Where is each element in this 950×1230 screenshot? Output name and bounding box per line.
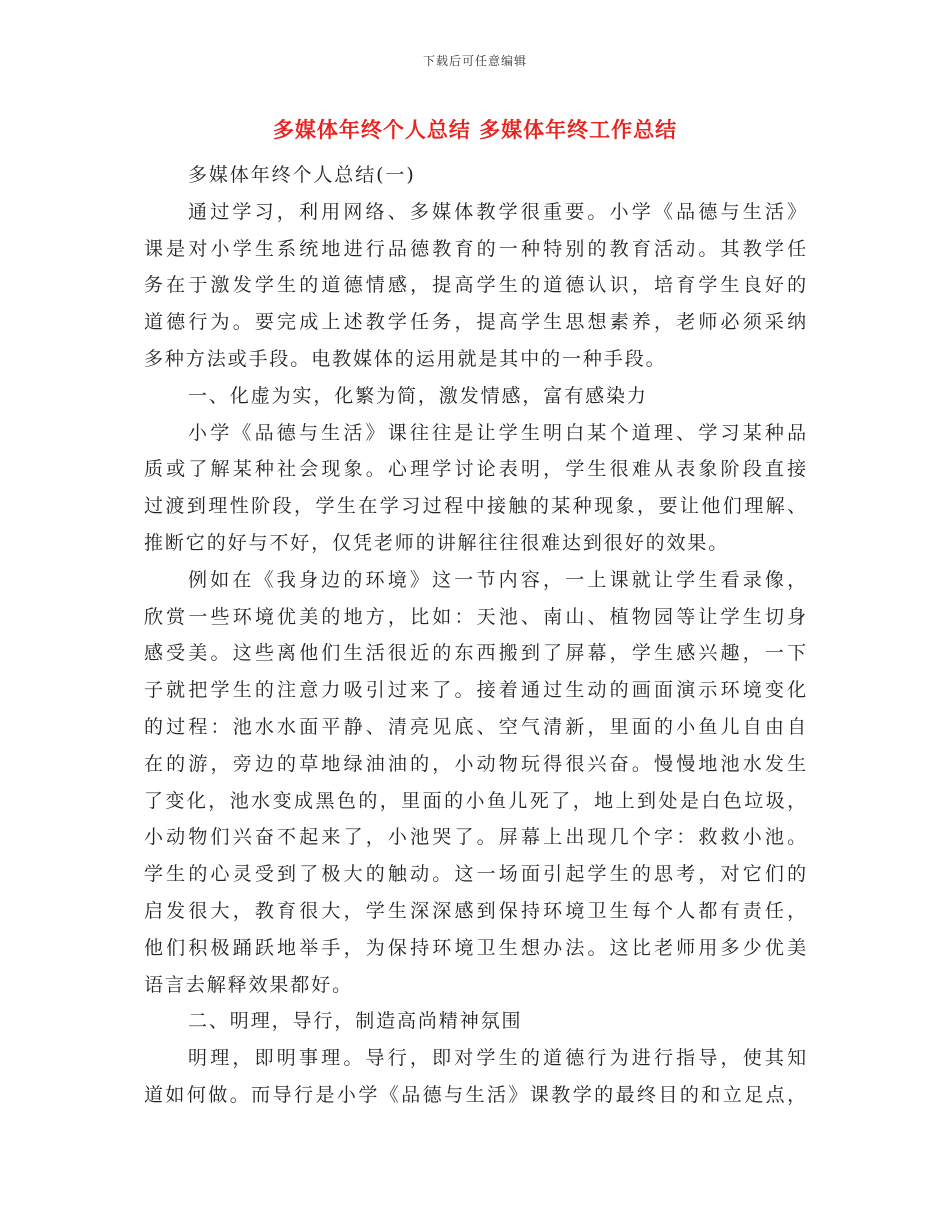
text-line: 通过学习，利用网络、多媒体教学很重要。小学《品德与生活》 — [188, 200, 808, 223]
text-line: 子就把学生的注意力吸引过来了。接着通过生动的画面演示环境变化 — [144, 679, 808, 702]
text-line: 感受美。这些离他们生活很近的东西搬到了屏幕，学生感兴趣，一下 — [144, 642, 808, 665]
text-line: 他们积极踊跃地举手，为保持环境卫生想办法。这比老师用多少优美 — [144, 936, 808, 959]
text-line: 了变化，池水变成黑色的，里面的小鱼儿死了，地上到处是白色垃圾， — [144, 789, 808, 812]
text-line: 课是对小学生系统地进行品德教育的一种特别的教育活动。其教学任 — [144, 237, 808, 260]
text-line: 明理，即明事理。导行，即对学生的道德行为进行指导，使其知 — [188, 1047, 808, 1070]
text-line: 质或了解某种社会现象。心理学讨论表明，学生很难从表象阶段直接 — [144, 458, 808, 481]
text-line: 过渡到理性阶段，学生在学习过程中接触的某种现象，要让他们理解、 — [144, 495, 808, 518]
header-note: 下载后可任意编辑 — [422, 54, 527, 68]
text-line: 道如何做。而导行是小学《品德与生活》课教学的最终目的和立足点， — [144, 1083, 808, 1106]
document-title: 多媒体年终个人总结 多媒体年终工作总结 — [272, 118, 678, 142]
text-line: 启发很大，教育很大，学生深深感到保持环境卫生每个人都有责任， — [144, 899, 808, 922]
text-line: 小学《品德与生活》课往往是让学生明白某个道理、学习某种品 — [188, 421, 808, 444]
text-line: 多种方法或手段。电教媒体的运用就是其中的一种手段。 — [144, 347, 667, 370]
text-line: 例如在《我身边的环境》这一节内容，一上课就让学生看录像， — [188, 568, 808, 591]
text-line: 学生的心灵受到了极大的触动。这一场面引起学生的思考，对它们的 — [144, 863, 808, 886]
document-body — [144, 157, 808, 1114]
text-line: 小动物们兴奋不起来了，小池哭了。屏幕上出现几个字：救救小池。 — [144, 826, 808, 849]
text-line: 多媒体年终个人总结(一) — [188, 164, 416, 186]
text-line: 推断它的好与不好，仅凭老师的讲解往往很难达到很好的效果。 — [144, 531, 730, 554]
text-line: 的过程：池水水面平静、清亮见底、空气清新，里面的小鱼儿自由自 — [144, 715, 808, 738]
text-line: 欣赏一些环境优美的地方，比如：天池、南山、植物园等让学生切身 — [144, 605, 808, 628]
text-line: 道德行为。要完成上述教学任务，提高学生思想素养，老师必须采纳 — [144, 311, 808, 334]
text-line: 二、明理，导行，制造高尚精神氛围 — [188, 1010, 523, 1033]
text-line: 一、化虚为实，化繁为简，激发情感，富有感染力 — [188, 384, 648, 407]
text-line: 语言去解释效果都好。 — [144, 973, 354, 996]
text-line: 务在于激发学生的道德情感，提高学生的道德认识，培育学生良好的 — [144, 274, 808, 297]
text-line: 在的游，旁边的草地绿油油的，小动物玩得很兴奋。慢慢地池水发生 — [144, 752, 808, 775]
